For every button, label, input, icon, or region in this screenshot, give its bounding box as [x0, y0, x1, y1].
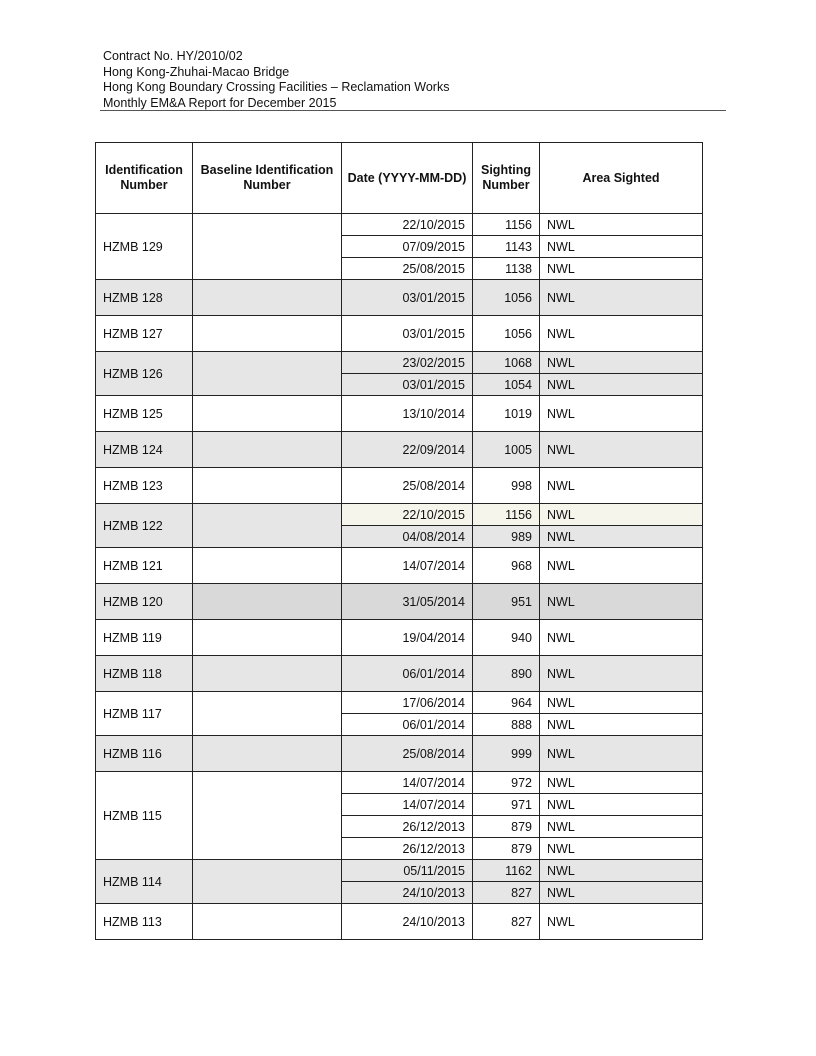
table-row: [96, 468, 703, 504]
identification-number-cell: HZMB 126: [96, 352, 193, 396]
area-sighted-cell: NWL: [540, 714, 703, 736]
date-cell: 03/01/2015: [342, 374, 473, 396]
sighting-number-cell: 1068: [473, 352, 540, 374]
area-sighted-cell: NWL: [540, 504, 703, 526]
area-sighted-cell: NWL: [540, 772, 703, 794]
col-header-date: Date (YYYY-MM-DD): [342, 143, 473, 214]
sighting-number-cell: 989: [473, 526, 540, 548]
area-sighted-cell: NWL: [540, 882, 703, 904]
area-sighted-cell: NWL: [540, 794, 703, 816]
baseline-id-cell: [193, 280, 342, 316]
baseline-id-cell: [193, 736, 342, 772]
sighting-number-cell: 964: [473, 692, 540, 714]
date-cell: 22/09/2014: [342, 432, 473, 468]
table-row: [96, 352, 703, 374]
sighting-number-cell: 1138: [473, 258, 540, 280]
sighting-number-cell: 1054: [473, 374, 540, 396]
baseline-id-cell: [193, 352, 342, 396]
area-sighted-cell: NWL: [540, 860, 703, 882]
area-sighted-cell: NWL: [540, 584, 703, 620]
sighting-number-cell: 968: [473, 548, 540, 584]
table-body: [96, 214, 703, 940]
sighting-number-cell: 951: [473, 584, 540, 620]
date-cell: 25/08/2015: [342, 258, 473, 280]
table-row: [96, 548, 703, 584]
date-cell: 14/07/2014: [342, 548, 473, 584]
sighting-number-cell: 1162: [473, 860, 540, 882]
area-sighted-cell: NWL: [540, 526, 703, 548]
sighting-number-cell: 888: [473, 714, 540, 736]
identification-number-cell: HZMB 114: [96, 860, 193, 904]
sightings-table: [95, 142, 703, 940]
baseline-id-cell: [193, 316, 342, 352]
table-row: [96, 432, 703, 468]
area-sighted-cell: NWL: [540, 816, 703, 838]
baseline-id-cell: [193, 656, 342, 692]
area-sighted-cell: NWL: [540, 692, 703, 714]
baseline-id-cell: [193, 620, 342, 656]
date-cell: 25/08/2014: [342, 736, 473, 772]
baseline-id-cell: [193, 214, 342, 280]
date-cell: 24/10/2013: [342, 904, 473, 940]
identification-number-cell: HZMB 115: [96, 772, 193, 860]
sighting-number-cell: 1143: [473, 236, 540, 258]
baseline-id-cell: [193, 396, 342, 432]
sighting-number-cell: 1019: [473, 396, 540, 432]
area-sighted-cell: NWL: [540, 468, 703, 504]
identification-number-cell: HZMB 113: [96, 904, 193, 940]
baseline-id-cell: [193, 548, 342, 584]
table-row: [96, 860, 703, 882]
sighting-number-cell: 1056: [473, 280, 540, 316]
baseline-id-cell: [193, 468, 342, 504]
date-cell: 14/07/2014: [342, 794, 473, 816]
col-header-sighting-number: Sighting Number: [473, 143, 540, 214]
table-row: [96, 396, 703, 432]
identification-number-cell: HZMB 120: [96, 584, 193, 620]
date-cell: 22/10/2015: [342, 504, 473, 526]
baseline-id-cell: [193, 432, 342, 468]
table-row: [96, 656, 703, 692]
identification-number-cell: HZMB 123: [96, 468, 193, 504]
identification-number-cell: HZMB 128: [96, 280, 193, 316]
table-row: [96, 584, 703, 620]
area-sighted-cell: NWL: [540, 736, 703, 772]
sighting-number-cell: 827: [473, 882, 540, 904]
table-row: [96, 904, 703, 940]
date-cell: 23/02/2015: [342, 352, 473, 374]
date-cell: 13/10/2014: [342, 396, 473, 432]
date-cell: 26/12/2013: [342, 816, 473, 838]
col-header-baseline-id: Baseline Identification Number: [193, 143, 342, 214]
facility-name: Hong Kong Boundary Crossing Facilities – Reclamation Works: [103, 80, 450, 94]
sighting-number-cell: 879: [473, 838, 540, 860]
area-sighted-cell: NWL: [540, 656, 703, 692]
date-cell: 06/01/2014: [342, 714, 473, 736]
sighting-number-cell: 827: [473, 904, 540, 940]
date-cell: 07/09/2015: [342, 236, 473, 258]
sighting-number-cell: 890: [473, 656, 540, 692]
sighting-number-cell: 1156: [473, 214, 540, 236]
table-row: [96, 280, 703, 316]
baseline-id-cell: [193, 860, 342, 904]
sighting-number-cell: 998: [473, 468, 540, 504]
area-sighted-cell: NWL: [540, 236, 703, 258]
date-cell: 03/01/2015: [342, 316, 473, 352]
baseline-id-cell: [193, 772, 342, 860]
header-divider: [100, 110, 726, 111]
identification-number-cell: HZMB 127: [96, 316, 193, 352]
date-cell: 24/10/2013: [342, 882, 473, 904]
date-cell: 26/12/2013: [342, 838, 473, 860]
table-row: [96, 620, 703, 656]
date-cell: 25/08/2014: [342, 468, 473, 504]
sighting-number-cell: 940: [473, 620, 540, 656]
sighting-number-cell: 1056: [473, 316, 540, 352]
sighting-number-cell: 971: [473, 794, 540, 816]
sighting-number-cell: 1156: [473, 504, 540, 526]
identification-number-cell: HZMB 129: [96, 214, 193, 280]
identification-number-cell: HZMB 124: [96, 432, 193, 468]
area-sighted-cell: NWL: [540, 258, 703, 280]
area-sighted-cell: NWL: [540, 352, 703, 374]
table-row: [96, 316, 703, 352]
date-cell: 03/01/2015: [342, 280, 473, 316]
baseline-id-cell: [193, 692, 342, 736]
identification-number-cell: HZMB 119: [96, 620, 193, 656]
date-cell: 05/11/2015: [342, 860, 473, 882]
sighting-number-cell: 999: [473, 736, 540, 772]
date-cell: 19/04/2014: [342, 620, 473, 656]
area-sighted-cell: NWL: [540, 620, 703, 656]
area-sighted-cell: NWL: [540, 280, 703, 316]
sighting-number-cell: 972: [473, 772, 540, 794]
date-cell: 17/06/2014: [342, 692, 473, 714]
table-row: [96, 504, 703, 526]
identification-number-cell: HZMB 122: [96, 504, 193, 548]
sighting-number-cell: 879: [473, 816, 540, 838]
baseline-id-cell: [193, 504, 342, 548]
area-sighted-cell: NWL: [540, 374, 703, 396]
area-sighted-cell: NWL: [540, 548, 703, 584]
area-sighted-cell: NWL: [540, 214, 703, 236]
identification-number-cell: HZMB 121: [96, 548, 193, 584]
report-title: Monthly EM&A Report for December 2015: [103, 95, 337, 110]
table-row: [96, 692, 703, 714]
date-cell: 06/01/2014: [342, 656, 473, 692]
area-sighted-cell: NWL: [540, 838, 703, 860]
date-cell: 22/10/2015: [342, 214, 473, 236]
table-row: [96, 772, 703, 794]
project-name: Hong Kong-Zhuhai-Macao Bridge: [103, 64, 290, 79]
page-header: [103, 49, 723, 111]
area-sighted-cell: NWL: [540, 396, 703, 432]
table-row: [96, 736, 703, 772]
area-sighted-cell: NWL: [540, 316, 703, 352]
baseline-id-cell: [193, 584, 342, 620]
date-cell: 31/05/2014: [342, 584, 473, 620]
col-header-area-sighted: Area Sighted: [540, 143, 703, 214]
col-header-identification-number: Identification Number: [96, 143, 193, 214]
identification-number-cell: HZMB 125: [96, 396, 193, 432]
table-row: [96, 214, 703, 236]
identification-number-cell: HZMB 116: [96, 736, 193, 772]
date-cell: 14/07/2014: [342, 772, 473, 794]
identification-number-cell: HZMB 118: [96, 656, 193, 692]
area-sighted-cell: NWL: [540, 432, 703, 468]
area-sighted-cell: NWL: [540, 904, 703, 940]
date-cell: 04/08/2014: [342, 526, 473, 548]
sighting-number-cell: 1005: [473, 432, 540, 468]
baseline-id-cell: [193, 904, 342, 940]
table-header-row: [96, 143, 703, 214]
identification-number-cell: HZMB 117: [96, 692, 193, 736]
contract-number: Contract No. HY/2010/02: [103, 49, 243, 63]
